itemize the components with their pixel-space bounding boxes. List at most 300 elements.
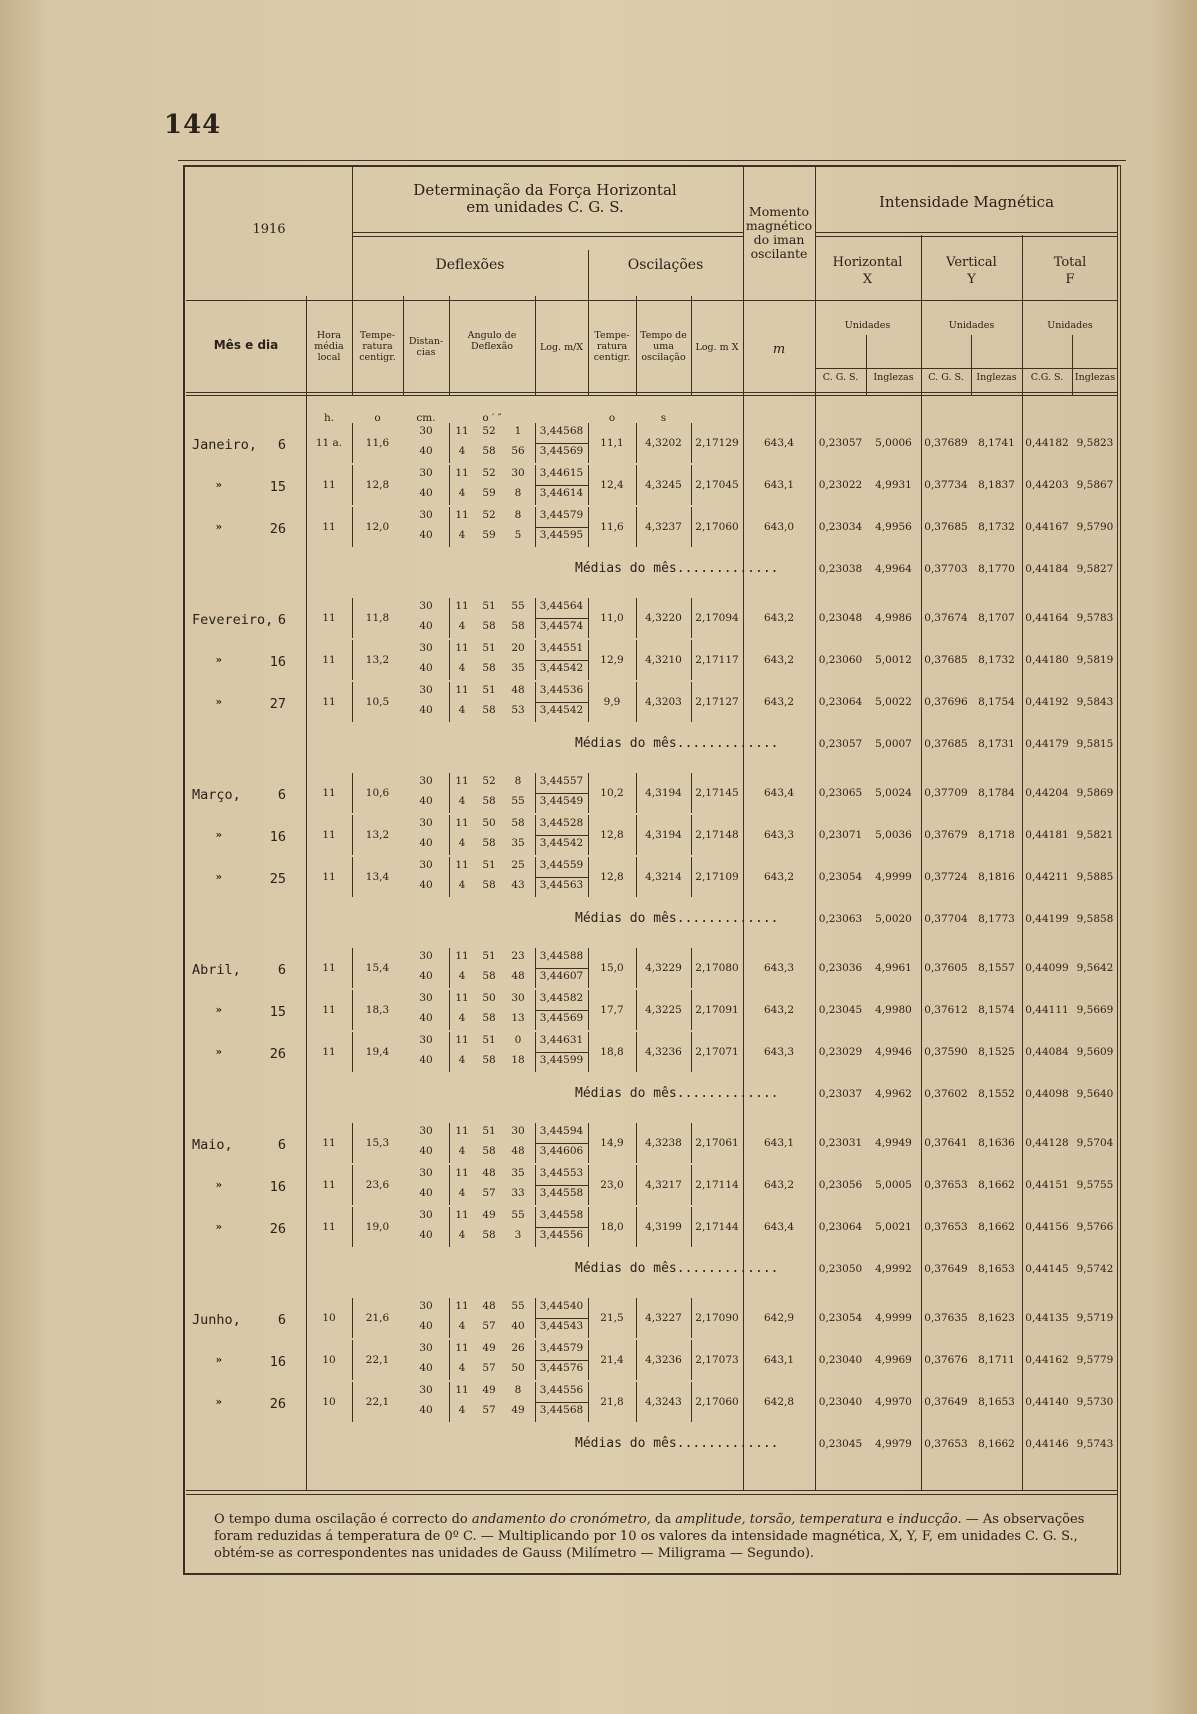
angle-minutes: 48 <box>482 1167 496 1179</box>
distance-value: 40 <box>419 1187 433 1199</box>
y-inglezas-value: 8,1653 <box>978 1396 1015 1408</box>
angle-degrees: 4 <box>458 1054 466 1066</box>
temp-value: 15,4 <box>365 962 390 974</box>
day-rule <box>449 1165 450 1205</box>
log-mx-value: 2,17060 <box>695 521 739 533</box>
angle-degrees: 4 <box>458 970 466 982</box>
oscillation-temp: 18,0 <box>600 1221 624 1233</box>
vertical-label: Vertical <box>946 255 997 270</box>
day-rule <box>588 1340 589 1380</box>
inglezas-y-label: Inglezas <box>976 372 1017 383</box>
day-rule <box>691 990 692 1030</box>
x-inglezas-value: 4,9969 <box>875 1354 912 1366</box>
angle-degrees: 11 <box>455 1167 469 1179</box>
angle-degrees: 11 <box>455 1034 469 1046</box>
log-value: 3,44556 <box>539 1229 584 1241</box>
log-value: 3,44631 <box>539 1034 584 1046</box>
angle-degrees: 11 <box>455 817 469 829</box>
distance-value: 30 <box>419 1209 433 1221</box>
oscillation-temp: 15,0 <box>600 962 624 974</box>
day-rule <box>449 815 450 855</box>
y-cgs-value: 0,37676 <box>924 1354 968 1366</box>
moment-value: 643,4 <box>763 1221 795 1233</box>
hora-value: 11 a. <box>315 437 343 449</box>
day-rule <box>588 815 589 855</box>
day-number: 26 <box>269 521 286 537</box>
angle-minutes: 52 <box>482 467 496 479</box>
day-rule <box>352 682 353 722</box>
distance-value: 30 <box>419 1125 433 1137</box>
defl-split-rule <box>535 527 588 528</box>
oscillation-time: 4,3227 <box>645 1312 682 1324</box>
medias-f-inglezas: 9,5742 <box>1076 1263 1114 1275</box>
day-rule <box>449 857 450 897</box>
footnote-text-1: O tempo duma oscilação é correcto do <box>214 1512 472 1527</box>
y-inglezas-value: 8,1662 <box>978 1179 1015 1191</box>
log-mx-value: 2,17145 <box>695 787 739 799</box>
day-rule <box>449 1382 450 1422</box>
angle-minutes: 48 <box>482 1300 496 1312</box>
y-cgs-value: 0,37685 <box>924 521 968 533</box>
angle-minutes: 58 <box>482 1145 496 1157</box>
x-cgs-value: 0,23071 <box>818 829 863 841</box>
y-inglezas-value: 8,1662 <box>978 1221 1015 1233</box>
angle-degrees: 4 <box>458 837 466 849</box>
y-inglezas-value: 8,1557 <box>978 962 1015 974</box>
angle-minutes: 58 <box>482 837 496 849</box>
temp-value: 11,6 <box>365 437 390 449</box>
day-rule <box>352 423 353 463</box>
log-value: 3,44569 <box>539 1012 584 1024</box>
medias-f-inglezas: 9,5815 <box>1076 738 1114 750</box>
log-mx-value: 2,17144 <box>695 1221 739 1233</box>
log-value: 3,44551 <box>539 642 584 654</box>
day-rule <box>449 507 450 547</box>
f-inglezas-value: 9,5719 <box>1076 1312 1114 1324</box>
day-rule <box>636 1207 637 1247</box>
log-mx-value: 2,17060 <box>695 1396 739 1408</box>
medias-label: Médias do mês............. <box>575 911 779 926</box>
day-rule <box>588 1207 589 1247</box>
log-value: 3,44614 <box>539 487 584 499</box>
f-cgs-value: 0,44084 <box>1025 1046 1069 1058</box>
angulo-label: Angulo de Deflexão <box>467 330 517 352</box>
footnote-italic-2: amplitude, torsão, temperatura <box>675 1512 883 1527</box>
angle-degrees: 4 <box>458 620 466 632</box>
log-value: 3,44558 <box>539 1187 584 1199</box>
deflexoes-label: Deflexões <box>435 257 505 273</box>
day-number: 15 <box>269 479 286 495</box>
month-name: Março, <box>192 787 241 803</box>
day-rule <box>691 1298 692 1338</box>
rule-header-bottom <box>186 392 1118 393</box>
y-inglezas-value: 8,1623 <box>978 1312 1015 1324</box>
angle-seconds: 53 <box>511 704 525 716</box>
angle-minutes: 51 <box>482 859 496 871</box>
log-m-x-label: Log. m X <box>695 342 739 353</box>
angle-degrees: 11 <box>455 992 469 1004</box>
log-mx-label: Log. m/X <box>539 342 584 353</box>
hora-value: 11 <box>322 1004 336 1016</box>
force-title-units: em unidades C. G. S. <box>466 198 624 216</box>
log-value: 3,44595 <box>539 529 584 541</box>
total-label: Total <box>1053 255 1087 270</box>
log-mx-value: 2,17045 <box>695 479 739 491</box>
medias-x-cgs: 0,23063 <box>818 913 863 925</box>
day-number: 27 <box>269 696 286 712</box>
log-value: 3,44559 <box>539 859 584 871</box>
f-cgs-value: 0,44162 <box>1025 1354 1069 1366</box>
medias-label: Médias do mês............. <box>575 1086 779 1101</box>
log-value: 3,44579 <box>539 509 584 521</box>
f-cgs-value: 0,44156 <box>1025 1221 1069 1233</box>
distance-value: 40 <box>419 1229 433 1241</box>
f-cgs-value: 0,44180 <box>1025 654 1069 666</box>
defl-split-rule <box>535 702 588 703</box>
log-value: 3,44576 <box>539 1362 584 1374</box>
x-inglezas-value: 5,0006 <box>875 437 912 449</box>
tempo-label: Tempo de uma oscilação <box>640 330 687 363</box>
ditto-mark: » <box>215 1046 222 1058</box>
medias-y-inglezas: 8,1731 <box>978 738 1015 750</box>
hora-value: 11 <box>322 1221 336 1233</box>
y-cgs-value: 0,37649 <box>924 1396 968 1408</box>
medias-y-cgs: 0,37602 <box>924 1088 968 1100</box>
ditto-mark: » <box>215 521 222 533</box>
day-rule <box>691 423 692 463</box>
day-rule <box>588 1123 589 1163</box>
f-inglezas-value: 9,5704 <box>1076 1137 1114 1149</box>
rule-hora <box>306 296 307 1490</box>
distance-value: 40 <box>419 1145 433 1157</box>
temp-value: 23,6 <box>365 1179 390 1191</box>
log-value: 3,44615 <box>539 467 584 479</box>
angle-degrees: 4 <box>458 1320 466 1332</box>
day-rule <box>588 507 589 547</box>
day-rule <box>449 1340 450 1380</box>
angle-minutes: 57 <box>482 1320 496 1332</box>
hora-value: 11 <box>322 787 336 799</box>
day-number: 6 <box>277 1137 286 1153</box>
defl-split-rule <box>535 443 588 444</box>
temp-label: Tempe- ratura centigr. <box>359 330 396 363</box>
day-rule <box>449 773 450 813</box>
moment-value: 643,2 <box>763 1179 795 1191</box>
oscillation-temp: 11,6 <box>600 521 624 533</box>
log-value: 3,44563 <box>539 879 584 891</box>
distance-value: 30 <box>419 775 433 787</box>
angle-minutes: 58 <box>482 662 496 674</box>
x-cgs-value: 0,23054 <box>818 1312 863 1324</box>
angle-minutes: 49 <box>482 1384 496 1396</box>
temp-value: 22,1 <box>365 1354 390 1366</box>
distance-value: 30 <box>419 1384 433 1396</box>
angle-minutes: 49 <box>482 1342 496 1354</box>
mes-dia-label: Mês e dia <box>213 338 279 352</box>
log-mx-value: 2,17127 <box>695 696 739 708</box>
rule-table-bottom <box>186 1490 1118 1491</box>
rule-header-mid <box>186 300 1118 301</box>
medias-x-cgs: 0,23045 <box>818 1438 863 1450</box>
x-inglezas-value: 4,9999 <box>875 871 912 883</box>
f-cgs-value: 0,44099 <box>1025 962 1069 974</box>
oscillation-time: 4,3236 <box>645 1354 682 1366</box>
x-cgs-value: 0,23064 <box>818 696 863 708</box>
angle-minutes: 58 <box>482 1012 496 1024</box>
y-cgs-value: 0,37605 <box>924 962 968 974</box>
angle-minutes: 51 <box>482 1034 496 1046</box>
y-inglezas-value: 8,1718 <box>978 829 1015 841</box>
month-name: Fevereiro, <box>192 612 274 628</box>
y-inglezas-value: 8,1574 <box>978 1004 1015 1016</box>
angle-seconds: 35 <box>511 1167 525 1179</box>
oscillation-time: 4,3220 <box>645 612 682 624</box>
temp-value: 12,8 <box>365 479 390 491</box>
log-value: 3,44579 <box>539 1342 584 1354</box>
defl-split-rule <box>535 968 588 969</box>
angle-seconds: 23 <box>511 950 525 962</box>
angle-degrees: 11 <box>455 600 469 612</box>
moment-value: 643,1 <box>763 479 795 491</box>
day-rule <box>636 640 637 680</box>
angle-seconds: 48 <box>511 684 525 696</box>
distance-value: 30 <box>419 950 433 962</box>
y-cgs-value: 0,37696 <box>924 696 968 708</box>
log-value: 3,44594 <box>539 1125 584 1137</box>
log-value: 3,44553 <box>539 1167 584 1179</box>
f-inglezas-value: 9,5609 <box>1076 1046 1114 1058</box>
day-rule <box>352 948 353 988</box>
day-rule <box>588 773 589 813</box>
x-inglezas-value: 4,9999 <box>875 1312 912 1324</box>
angle-seconds: 49 <box>511 1404 525 1416</box>
angle-seconds: 0 <box>514 1034 522 1046</box>
temp-value: 10,6 <box>365 787 390 799</box>
defl-split-rule <box>535 485 588 486</box>
log-value: 3,44528 <box>539 817 584 829</box>
intensidade-label: Intensidade Magnética <box>878 193 1055 211</box>
distance-value: 30 <box>419 817 433 829</box>
distance-value: 30 <box>419 600 433 612</box>
x-inglezas-value: 5,0005 <box>875 1179 912 1191</box>
f-cgs-value: 0,44182 <box>1025 437 1069 449</box>
rule-f <box>1022 235 1023 1490</box>
angle-minutes: 58 <box>482 970 496 982</box>
log-mx-value: 2,17061 <box>695 1137 739 1149</box>
angle-seconds: 48 <box>511 1145 525 1157</box>
angle-degrees: 4 <box>458 1229 466 1241</box>
day-number: 16 <box>269 829 286 845</box>
y-cgs-value: 0,37689 <box>924 437 968 449</box>
day-rule <box>691 1382 692 1422</box>
hora-value: 11 <box>322 1179 336 1191</box>
unit-seconds: s <box>660 412 667 424</box>
log-value: 3,44606 <box>539 1145 584 1157</box>
day-rule <box>352 640 353 680</box>
log-value: 3,44574 <box>539 620 584 632</box>
day-number: 6 <box>277 437 286 453</box>
distance-value: 40 <box>419 529 433 541</box>
horizontal-symbol: X <box>862 272 873 287</box>
day-rule <box>691 640 692 680</box>
y-cgs-value: 0,37709 <box>924 787 968 799</box>
y-cgs-value: 0,37653 <box>924 1179 968 1191</box>
log-value: 3,44542 <box>539 662 584 674</box>
oscillation-temp: 18,8 <box>600 1046 624 1058</box>
hora-value: 11 <box>322 696 336 708</box>
moment-value: 643,2 <box>763 871 795 883</box>
medias-x-inglezas: 4,9962 <box>875 1088 912 1100</box>
day-rule <box>352 857 353 897</box>
log-mx-value: 2,17071 <box>695 1046 739 1058</box>
angle-degrees: 4 <box>458 795 466 807</box>
angle-minutes: 51 <box>482 600 496 612</box>
y-inglezas-value: 8,1707 <box>978 612 1015 624</box>
day-rule <box>352 598 353 638</box>
angle-seconds: 50 <box>511 1362 525 1374</box>
log-value: 3,44556 <box>539 1384 584 1396</box>
ditto-mark: » <box>215 1354 222 1366</box>
hora-value: 11 <box>322 654 336 666</box>
x-inglezas-value: 4,9931 <box>875 479 912 491</box>
log-mx-value: 2,17091 <box>695 1004 739 1016</box>
medias-y-inglezas: 8,1773 <box>978 913 1015 925</box>
day-rule <box>691 857 692 897</box>
medias-f-cgs: 0,44199 <box>1025 913 1069 925</box>
rule-y <box>921 235 922 1490</box>
medias-f-cgs: 0,44184 <box>1025 563 1069 575</box>
log-mx-value: 2,17148 <box>695 829 739 841</box>
temp2-label: Tempe- ratura centigr. <box>593 330 631 363</box>
day-rule <box>588 598 589 638</box>
log-value: 3,44558 <box>539 1209 584 1221</box>
day-rule <box>352 1165 353 1205</box>
day-number: 16 <box>269 1354 286 1370</box>
unidades-y-label: Unidades <box>948 320 995 331</box>
distance-value: 30 <box>419 1342 433 1354</box>
angle-minutes: 52 <box>482 775 496 787</box>
oscillation-temp: 14,9 <box>600 1137 624 1149</box>
medias-label: Médias do mês............. <box>575 1436 779 1451</box>
angle-minutes: 57 <box>482 1362 496 1374</box>
y-cgs-value: 0,37635 <box>924 1312 968 1324</box>
day-rule <box>449 640 450 680</box>
angle-seconds: 1 <box>514 425 522 437</box>
f-cgs-value: 0,44140 <box>1025 1396 1069 1408</box>
day-rule <box>449 990 450 1030</box>
hora-value: 11 <box>322 1137 336 1149</box>
day-rule <box>352 1032 353 1072</box>
log-mx-value: 2,17073 <box>695 1354 739 1366</box>
inglezas-x-label: Inglezas <box>873 372 914 383</box>
rule-y-ing <box>971 335 972 395</box>
rule-header-bottom-double <box>186 395 1118 396</box>
distance-value: 30 <box>419 684 433 696</box>
y-inglezas-value: 8,1784 <box>978 787 1015 799</box>
defl-split-rule <box>535 660 588 661</box>
angle-degrees: 11 <box>455 425 469 437</box>
x-inglezas-value: 4,9949 <box>875 1137 912 1149</box>
hora-value: 11 <box>322 962 336 974</box>
angle-minutes: 58 <box>482 620 496 632</box>
angle-degrees: 4 <box>458 1012 466 1024</box>
day-rule <box>352 1340 353 1380</box>
defl-split-rule <box>535 1227 588 1228</box>
day-rule <box>636 857 637 897</box>
day-rule <box>636 1382 637 1422</box>
rule-force-title <box>352 232 743 233</box>
f-cgs-value: 0,44211 <box>1025 871 1069 883</box>
x-cgs-value: 0,23054 <box>818 871 863 883</box>
day-rule <box>352 465 353 505</box>
day-rule <box>588 1298 589 1338</box>
f-cgs-value: 0,44128 <box>1025 1137 1069 1149</box>
log-value: 3,44542 <box>539 837 584 849</box>
oscillation-temp: 17,7 <box>600 1004 624 1016</box>
log-value: 3,44588 <box>539 950 584 962</box>
log-value: 3,44549 <box>539 795 584 807</box>
f-cgs-value: 0,44164 <box>1025 612 1069 624</box>
day-rule <box>691 682 692 722</box>
moment-value: 643,2 <box>763 612 795 624</box>
angle-seconds: 8 <box>514 487 522 499</box>
day-rule <box>691 465 692 505</box>
x-cgs-value: 0,23056 <box>818 1179 863 1191</box>
oscillation-time: 4,3203 <box>645 696 682 708</box>
day-rule <box>691 1032 692 1072</box>
angle-degrees: 4 <box>458 529 466 541</box>
temp-value: 13,4 <box>365 871 390 883</box>
oscilacoes-label: Oscilações <box>627 257 704 273</box>
oscillation-time: 4,3194 <box>645 787 682 799</box>
moment-value: 643,0 <box>763 521 795 533</box>
y-cgs-value: 0,37674 <box>924 612 968 624</box>
f-inglezas-value: 9,5730 <box>1076 1396 1114 1408</box>
x-cgs-value: 0,23034 <box>818 521 863 533</box>
angle-minutes: 58 <box>482 1229 496 1241</box>
angle-minutes: 52 <box>482 425 496 437</box>
x-inglezas-value: 4,9956 <box>875 521 912 533</box>
f-inglezas-value: 9,5779 <box>1076 1354 1114 1366</box>
x-inglezas-value: 5,0024 <box>875 787 912 799</box>
footnote-italic-1: andamento do cronómetro, <box>471 1512 651 1527</box>
distance-value: 30 <box>419 509 433 521</box>
y-inglezas-value: 8,1732 <box>978 654 1015 666</box>
angle-degrees: 11 <box>455 859 469 871</box>
footnote-text-2: da <box>650 1512 676 1527</box>
oscillation-temp: 21,5 <box>600 1312 624 1324</box>
vertical-symbol: Y <box>967 272 976 287</box>
angle-seconds: 55 <box>511 1209 525 1221</box>
oscillation-time: 4,3245 <box>645 479 682 491</box>
angle-degrees: 4 <box>458 1404 466 1416</box>
angle-minutes: 51 <box>482 642 496 654</box>
angle-degrees: 11 <box>455 684 469 696</box>
f-cgs-value: 0,44111 <box>1025 1004 1069 1016</box>
day-rule <box>352 773 353 813</box>
f-inglezas-value: 9,5885 <box>1076 871 1114 883</box>
day-rule <box>636 815 637 855</box>
day-rule <box>636 948 637 988</box>
log-value: 3,44582 <box>539 992 584 1004</box>
month-name: Janeiro, <box>192 437 258 453</box>
angle-degrees: 11 <box>455 642 469 654</box>
hora-label: Hora média local <box>314 330 344 363</box>
y-cgs-value: 0,37724 <box>924 871 968 883</box>
log-value: 3,44568 <box>539 1404 584 1416</box>
angle-degrees: 11 <box>455 467 469 479</box>
medias-x-inglezas: 5,0007 <box>875 738 912 750</box>
